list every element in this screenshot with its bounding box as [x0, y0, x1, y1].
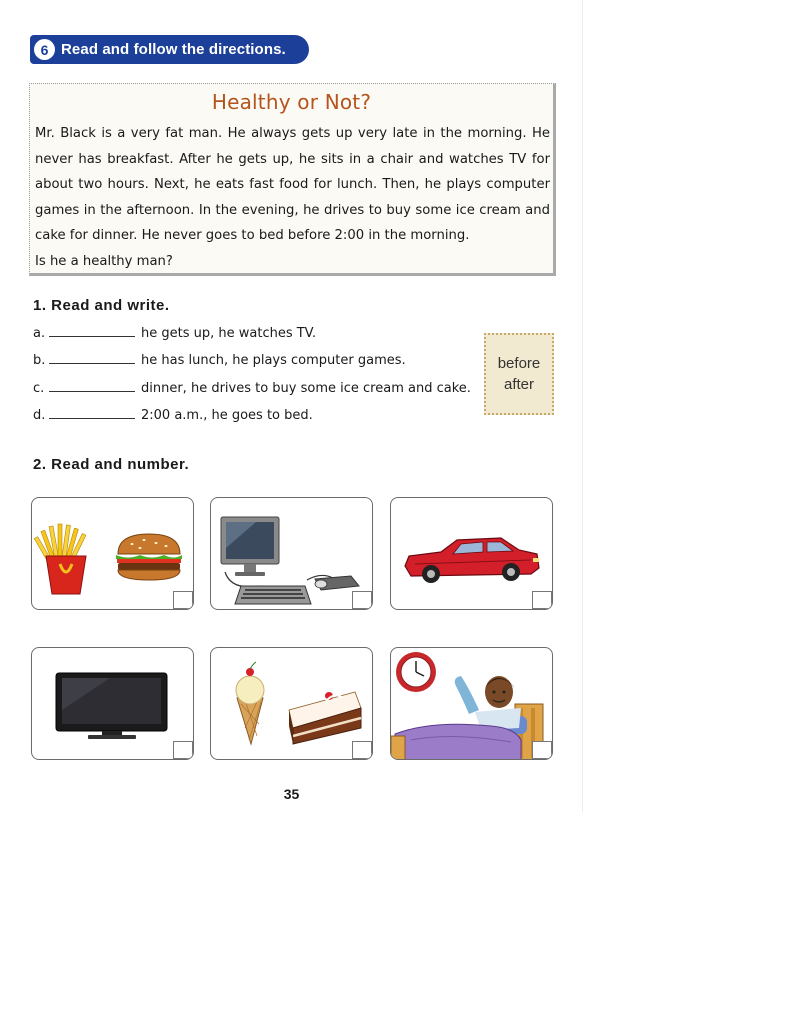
story-line: Is he a healthy man?	[35, 253, 173, 269]
number-box[interactable]	[352, 591, 372, 609]
number-box[interactable]	[173, 591, 193, 609]
word-before: before	[497, 355, 541, 372]
question-letter: c.	[33, 381, 45, 396]
exercise-title: Read and follow the directions.	[61, 41, 286, 58]
section-read-and-write: 1. Read and write.	[33, 297, 170, 314]
picture-card-ice-cream-cake	[210, 647, 373, 760]
question-text: he has lunch, he plays computer games.	[141, 353, 406, 368]
story-title: Healthy or Not?	[211, 90, 372, 114]
question-letter: d.	[33, 408, 46, 423]
word-bank	[484, 333, 554, 415]
question-letter: a.	[33, 326, 46, 341]
tv-icon	[32, 648, 194, 760]
page-number: 35	[283, 786, 300, 802]
question-b	[33, 352, 493, 368]
question-d	[33, 407, 493, 423]
answer-blank[interactable]	[49, 352, 135, 364]
exercise-header	[30, 35, 309, 64]
picture-card-car	[390, 497, 553, 610]
story-text	[35, 121, 550, 274]
section-read-and-number: 2. Read and number.	[33, 456, 190, 473]
computer-icon	[211, 498, 373, 610]
question-a	[33, 325, 493, 341]
picture-card-tv	[31, 647, 194, 760]
number-box[interactable]	[532, 741, 552, 759]
bed-clock-icon	[391, 648, 553, 760]
answer-blank[interactable]	[49, 380, 135, 392]
story-line: about two hours. Next, he eats fast food for lunch. Then, he plays computer	[35, 177, 550, 192]
number-box[interactable]	[532, 591, 552, 609]
word-after: after	[503, 376, 534, 393]
story-line: Mr. Black is a very fat man. He always gets up very late in the morning. He	[35, 126, 550, 141]
number-box[interactable]	[352, 741, 372, 759]
reading-box	[29, 83, 556, 276]
answer-blank[interactable]	[49, 407, 135, 419]
question-c	[33, 380, 493, 396]
fries-burger-icon	[32, 498, 194, 610]
story-line: cake for dinner. He never goes to bed before 2:00 in the morning.	[35, 228, 470, 243]
picture-card-fast-food	[31, 497, 194, 610]
answer-blank[interactable]	[49, 325, 135, 337]
number-box[interactable]	[173, 741, 193, 759]
story-line: never has breakfast. After he gets up, he sits in a chair and watches TV for	[35, 151, 550, 167]
picture-card-computer	[210, 497, 373, 610]
question-letter: b.	[33, 353, 46, 368]
ice-cream-cake-icon	[211, 648, 373, 760]
question-text: 2:00 a.m., he goes to bed.	[141, 408, 313, 423]
story-line: games in the afternoon. In the evening, he drives to buy some ice cream and	[35, 202, 550, 218]
exercise-number: 6	[34, 39, 55, 60]
picture-card-bed-clock	[390, 647, 553, 760]
car-icon	[391, 498, 553, 610]
question-text: he gets up, he watches TV.	[141, 326, 317, 341]
question-text: dinner, he drives to buy some ice cream and cake.	[141, 381, 471, 396]
